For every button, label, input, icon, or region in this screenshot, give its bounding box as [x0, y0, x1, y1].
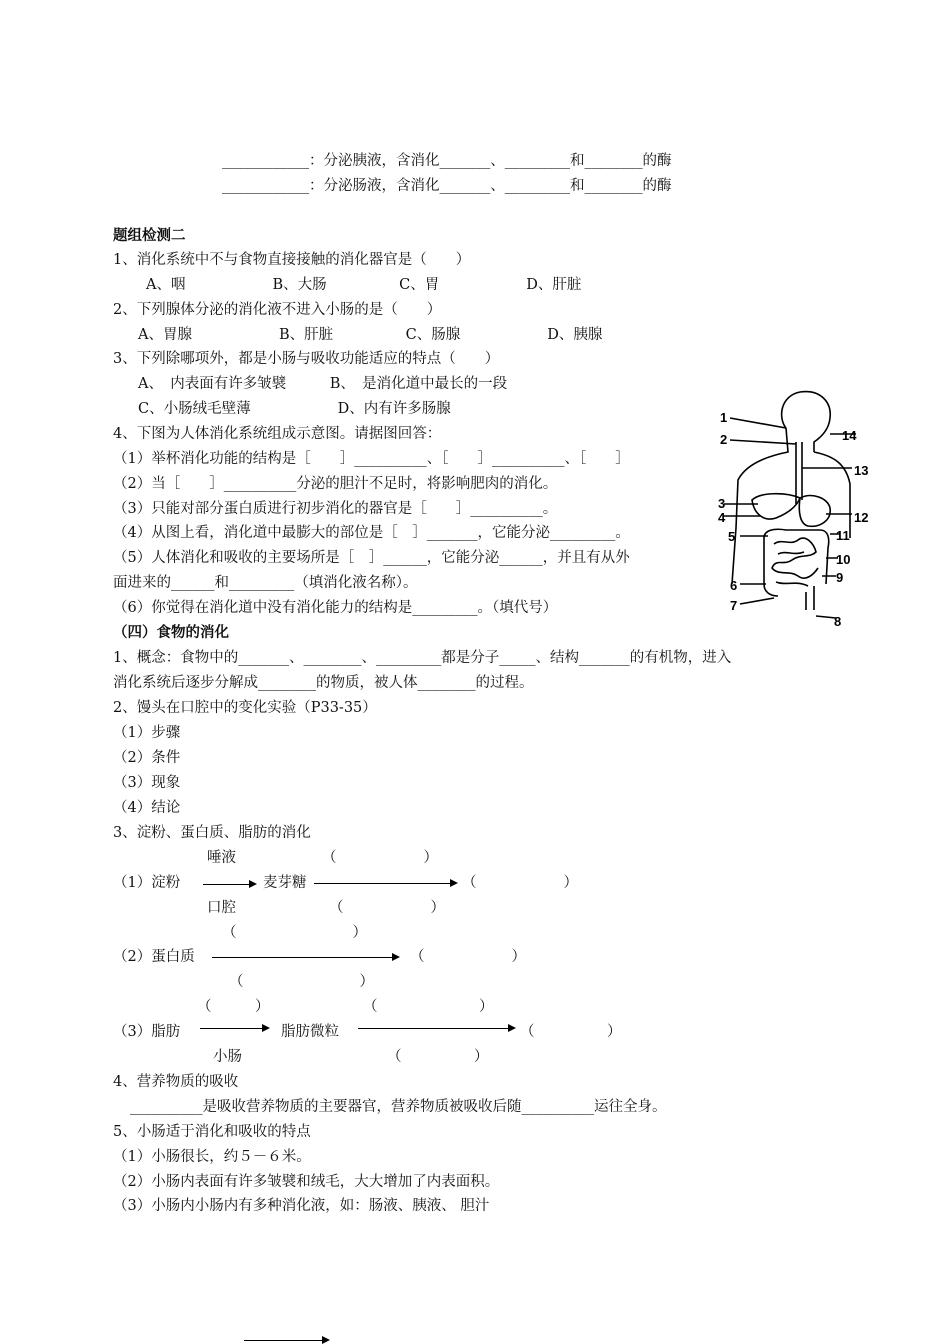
- experiment-step: （1）步骤: [113, 725, 181, 741]
- starch-blank-2: （ ）: [462, 875, 578, 891]
- figure-label-10: 10: [836, 552, 851, 567]
- figure-label-9: 9: [836, 570, 844, 585]
- figure-label-5: 5: [728, 529, 736, 544]
- experiment-conclusion: （4）结论: [113, 800, 181, 816]
- digestive-system-diagram: [716, 388, 876, 630]
- features-title: 5、小肠适于消化和吸收的特点: [113, 1124, 311, 1140]
- question-4-sub-2: （2）当［ ］__________分泌的胆汁不足时，将影响肥肉的消化。: [113, 476, 558, 492]
- fat-label: （3）脂肪: [113, 1024, 181, 1040]
- starch-arrow-2: [314, 883, 456, 884]
- protein-arrow: [212, 957, 398, 958]
- question-4-sub-3: （3）只能对部分蛋白质进行初步消化的器官是［ ］__________。: [113, 501, 558, 517]
- experiment-title: 2、馒头在口腔中的变化实验（P33-35）: [113, 700, 377, 716]
- fat-blank-2: （ ）: [363, 999, 494, 1015]
- experiment-condition: （2）条件: [113, 750, 181, 766]
- starch-place: 口腔: [207, 900, 236, 916]
- protein-label: （2）蛋白质: [113, 949, 195, 965]
- figure-label-1: 1: [720, 410, 728, 425]
- starch-enzyme: 唾液: [207, 850, 236, 866]
- figure-label-8: 8: [834, 614, 842, 629]
- question-2-options: A、胃腺 B、肝脏 C、肠腺 D、胰腺: [138, 327, 603, 343]
- question-1-stem: 1、消化系统中不与食物直接接触的消化器官是（ ）: [113, 252, 471, 268]
- figure-label-11: 11: [836, 528, 850, 543]
- concept-line-1: 1、概念：食物中的_______、________、_________都是分子_____、结构_______的有机物，进入: [113, 650, 732, 666]
- figure-label-7: 7: [730, 598, 738, 613]
- protein-blank-2: （ ）: [410, 949, 526, 965]
- section-title: 题组检测二: [113, 228, 186, 244]
- starch-label: （1）淀粉: [113, 875, 181, 891]
- figure-label-2: 2: [720, 432, 728, 447]
- feature-2: （2）小肠内表面有许多皱襞和绒毛，大大增加了内表面积。: [113, 1174, 500, 1190]
- concept-line-2: 消化系统后逐步分解成________的物质，被人体________的过程。: [113, 675, 534, 691]
- absorption-text: __________是吸收营养物质的主要器官，营养物质被吸收后随__________运往全身。: [130, 1099, 667, 1115]
- feature-1: （1）小肠很长，约５－６米。: [113, 1149, 311, 1165]
- fat-particles: 脂肪微粒: [281, 1024, 339, 1040]
- protein-blank-1: （ ）: [222, 925, 367, 941]
- question-1-options: A、咽 B、大肠 C、胃 D、肝脏: [146, 277, 582, 293]
- fat-blank-1: （ ）: [197, 999, 270, 1015]
- figure-label-14: 14: [842, 428, 857, 443]
- figure-label-6: 6: [730, 578, 738, 593]
- experiment-phenomenon: （3）现象: [113, 775, 181, 791]
- starch-blank-1: （ ）: [322, 850, 438, 866]
- fat-blank-4: （ ）: [387, 1049, 489, 1065]
- fat-arrow-1: [200, 1028, 268, 1029]
- digestion-title: 3、淀粉、蛋白质、脂肪的消化: [113, 825, 311, 841]
- question-4-sub-5: （5）人体消化和吸收的主要场所是［ ］______，它能分泌______，并且有从外: [113, 550, 630, 566]
- question-3-stem: 3、下列除哪项外，都是小肠与吸收功能适应的特点（ ）: [113, 351, 500, 367]
- fat-blank-3: （ ）: [520, 1024, 622, 1040]
- starch-arrow-1: [203, 884, 255, 885]
- question-4-sub-6: （6）你觉得在消化道中没有消化能力的结构是_________。（填代号）: [113, 600, 558, 616]
- question-2-stem: 2、下列腺体分泌的消化液不进入小肠的是（ ）: [113, 302, 442, 318]
- question-4-sub-1: （1）举杯消化功能的结构是［ ］__________、［ ］__________、［ ］: [113, 451, 630, 467]
- fat-arrow-2: [358, 1028, 514, 1029]
- question-4-sub-5-cont: 面进来的______和_________（填消化液名称）。: [113, 575, 418, 591]
- figure-label-4: 4: [718, 510, 726, 525]
- feature-3: （3）小肠内小肠内有多种消化液，如：肠液、胰液、 胆汁: [113, 1198, 490, 1214]
- figure-label-13: 13: [854, 463, 869, 478]
- bottom-arrow: [244, 1340, 328, 1341]
- question-4-stem: 4、下图为人体消化系统组成示意图。请据图回答：: [113, 426, 442, 442]
- question-3-options-cd: C、小肠绒毛壁薄 D、内有许多肠腺: [138, 401, 451, 417]
- intestinal-gland-line: ____________：分泌肠液，含消化_______、_________和________的酶: [222, 178, 672, 194]
- protein-blank-3: （ ）: [229, 974, 374, 990]
- pancreas-line: ____________：分泌胰液，含消化_______、_________和________的酶: [222, 153, 672, 169]
- starch-blank-3: （ ）: [329, 900, 445, 916]
- starch-maltose: 麦芽糖: [263, 875, 307, 891]
- section-4-title: （四）食物的消化: [113, 625, 229, 641]
- question-4-sub-4: （4）从图上看，消化道中最膨大的部位是［ ］_______，它能分泌_________。: [113, 525, 630, 541]
- fat-place: 小肠: [213, 1049, 242, 1065]
- question-3-options-ab: A、 内表面有许多皱襞 B、 是消化道中最长的一段: [138, 376, 508, 392]
- absorption-title: 4、营养物质的吸收: [113, 1074, 239, 1090]
- figure-label-12: 12: [854, 510, 869, 525]
- figure-label-3: 3: [718, 496, 726, 511]
